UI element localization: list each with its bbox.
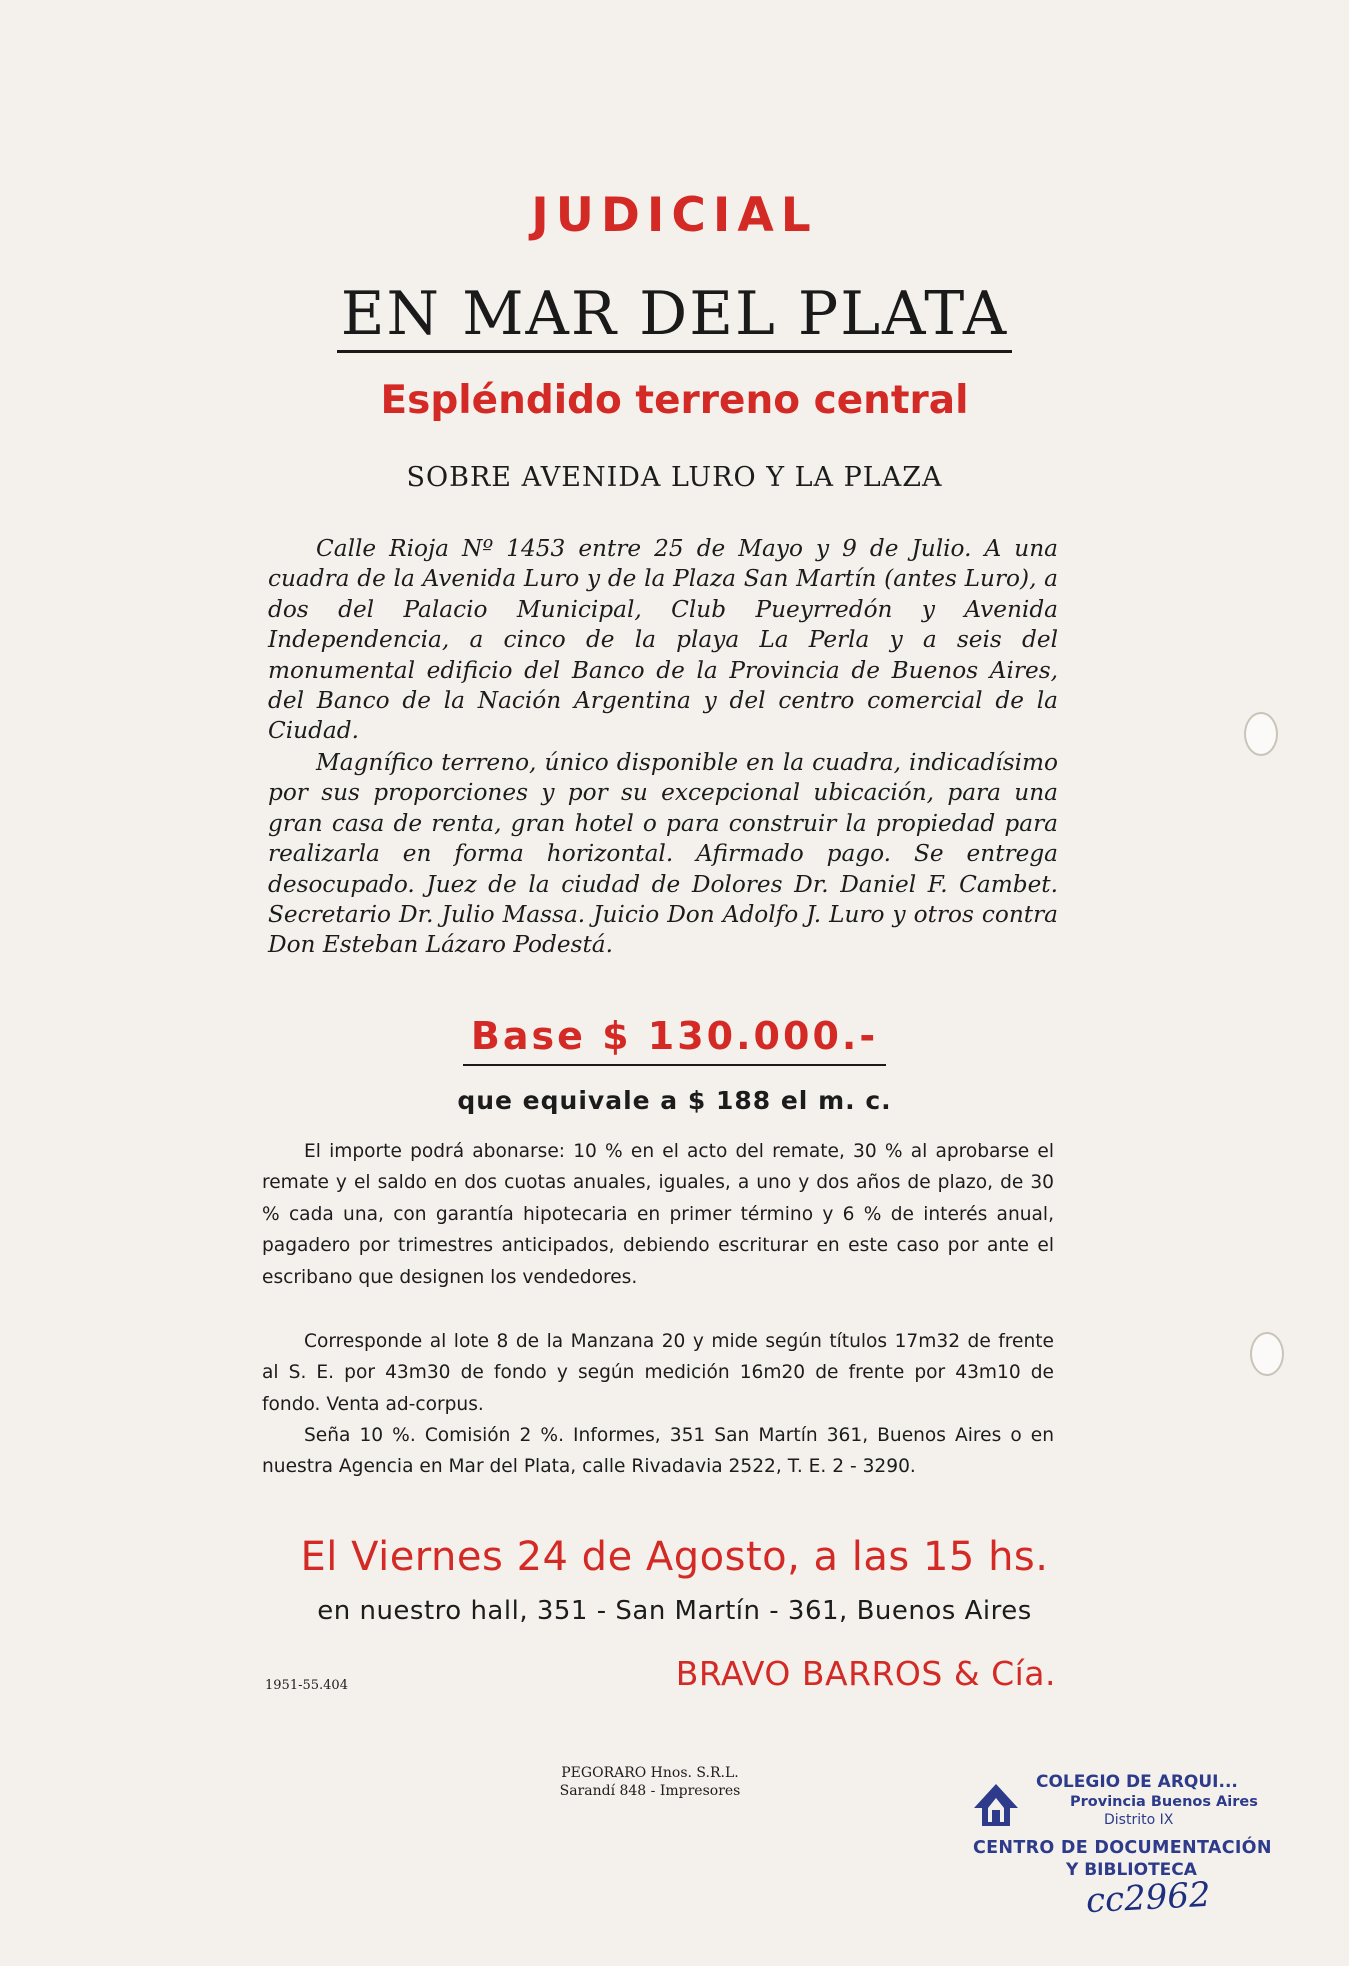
document-code: 1951-55.404 (265, 1678, 348, 1693)
deposit-info (262, 1420, 1054, 1483)
stamp-line-3: Distrito IX (1104, 1812, 1174, 1828)
stamp-line-4: CENTRO DE DOCUMENTACIÓN (973, 1838, 1272, 1858)
price-equivalent: que equivale a $ 188 el m. c. (457, 1086, 892, 1115)
city-heading-wrap (0, 278, 1349, 353)
punch-hole-bottom (1250, 1332, 1284, 1376)
description-paragraph-2: Magnífico terreno, único disponible en la cuadra, indicadísimo por sus proporciones y por su excepcional ubicación, para una gran casa de renta, gran hotel o para construir la propiedad para realizarla en forma horizontal. Afirmado pago. Se entrega desocupado. Juez de la ciudad de Dolores Dr. Daniel F. Cambet. Secretario Dr. Julio Massa. Juicio Don Adolfo J. Luro y otros contra Don Esteban Lázaro Podestá. (268, 749, 1058, 959)
city-heading: EN MAR DEL PLATA (337, 278, 1013, 353)
firm-name: BRAVO BARROS & Cía. (675, 1654, 1056, 1693)
subtitle: Espléndido terreno central (380, 378, 969, 423)
auction-date: El Viernes 24 de Agosto, a las 15 hs. (300, 1534, 1049, 1580)
library-stamp (970, 1768, 1330, 1958)
printer-address: Sarandí 848 - Impresores (559, 1783, 741, 1799)
punch-hole-top (1244, 712, 1278, 756)
base-price-wrap (0, 1012, 1349, 1066)
location-line: SOBRE AVENIDA LURO Y LA PLAZA (406, 462, 943, 493)
handwritten-catalog-number: cc2962 (1085, 1874, 1212, 1922)
description-block-2 (268, 748, 1058, 961)
printer-credit (480, 1764, 820, 1800)
stamp-line-5: Y BIBLIOTECA (1066, 1860, 1197, 1880)
description-paragraph-1: Calle Rioja Nº 1453 entre 25 de Mayo y 9 de Julio. A una cuadra de la Avenida Luro y de la Plaza San Martín (antes Luro), a dos del Palacio Municipal, Club Pueyrredón y Avenida Independencia, a cinco de la playa La Perla y a seis del monumental edificio del Banco de la Provincia de Buenos Aires, del Banco de la Nación Argentina y del centro comercial de la Ciudad. (268, 535, 1058, 745)
payment-terms (262, 1136, 1054, 1293)
auction-venue: en nuestro hall, 351 - San Martín - 361, Buenos Aires (317, 1596, 1032, 1626)
stamp-line-1: COLEGIO DE ARQUI... (1036, 1772, 1238, 1792)
judicial-label: JUDICIAL (531, 188, 818, 243)
printer-name: PEGORARO Hnos. S.R.L. (561, 1765, 739, 1781)
lot-details (262, 1326, 1054, 1420)
payment-terms-text: El importe podrá abonarse: 10 % en el acto del remate, 30 % al aprobarse el remate y el saldo en dos cuotas anuales, iguales, a uno y dos años de plazo, de 30 % cada una, con garantía hipotecaria en primer término y 6 % de interés anual, pagadero por trimestres anticipados, debiendo escriturar en este caso por ante el escribano que designen los vendedores. (262, 1141, 1054, 1288)
stamp-logo-icon (970, 1778, 1022, 1830)
deposit-info-text: Seña 10 %. Comisión 2 %. Informes, 351 San Martín 361, Buenos Aires o en nuestra Agencia en Mar del Plata, calle Rivadavia 2522, T. E. 2 - 3290. (262, 1425, 1054, 1478)
lot-details-text: Corresponde al lote 8 de la Manzana 20 y mide según títulos 17m32 de frente al S. E. por 43m30 de fondo y según medición 16m20 de frente por 43m10 de fondo. Venta ad-corpus. (262, 1331, 1054, 1415)
description-block-1 (268, 534, 1058, 747)
base-price: Base $ 130.000.- (463, 1012, 886, 1066)
stamp-line-2: Provincia Buenos Aires (1070, 1794, 1258, 1810)
